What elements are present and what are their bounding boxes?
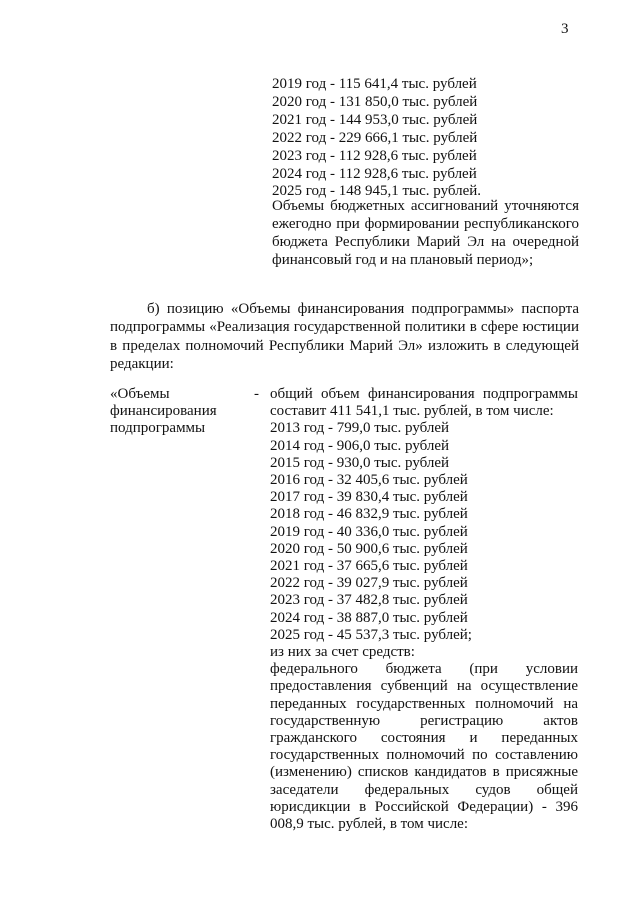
table-content: [270, 386, 578, 833]
year-line: 2015 год - 930,0 тыс. рублей: [270, 454, 450, 471]
table-dash: -: [254, 386, 259, 402]
year-line: 2021 год - 37 665,6 тыс. рублей: [270, 558, 468, 575]
from-funds: из них за счет средств:: [270, 644, 415, 661]
year-line: 2018 год - 46 832,9 тыс. рублей: [270, 506, 468, 523]
paragraph-b: б) позицию «Объемы финансирования подпрограммы» паспорта подпрограммы «Реализация государственной политики в сфере юстиции в пределах полномочий Республики Марий Эл» изложить в следующей редакции:: [110, 301, 579, 373]
table-label: [110, 386, 250, 437]
year-line: 2025 год - 148 945,1 тыс. рублей.: [272, 183, 482, 200]
year-line: 2017 год - 39 830,4 тыс. рублей: [270, 489, 468, 506]
budget-note: Объемы бюджетных ассигнований уточняются ежегодно при формировании республиканского бюджета Республики Марий Эл на очередной финансовый год и на плановый период»;: [272, 198, 579, 268]
year-line: 2019 год - 115 641,4 тыс. рублей: [272, 76, 477, 92]
year-line: 2019 год - 40 336,0 тыс. рублей: [270, 523, 468, 540]
year-line: 2023 год - 37 482,8 тыс. рублей: [270, 592, 468, 609]
label-line: подпрограммы: [110, 420, 206, 436]
year-line: 2021 год - 144 953,0 тыс. рублей: [272, 111, 478, 128]
year-line: 2022 год - 39 027,9 тыс. рублей: [270, 575, 468, 592]
year-line: 2013 год - 799,0 тыс. рублей: [270, 420, 450, 437]
financing-intro: общий объем финансирования подпрограммы составит 411 541,1 тыс. рублей, в том числе:: [270, 386, 578, 420]
federal-budget-text: федерального бюджета (при условии предоставления субвенций на осуществление переданных государственных полномочий на государственную регистрацию актов гражданского состояния и переданных государственных полномочий по составлению (изменению) списков кандидатов в присяжные заседатели федеральных судов общей юрисдикции в Российской Федерации) - 396 008,9 тыс. рублей, в том числе:: [270, 661, 578, 833]
top-years-list: [272, 76, 481, 201]
year-line: 2022 год - 229 666,1 тыс. рублей: [272, 129, 478, 146]
label-line: «Объемы: [110, 386, 170, 402]
page-number: 3: [561, 21, 569, 37]
year-line: 2024 год - 38 887,0 тыс. рублей: [270, 609, 468, 626]
year-line: 2020 год - 131 850,0 тыс. рублей: [272, 93, 478, 110]
year-line: 2025 год - 45 537,3 тыс. рублей;: [270, 626, 472, 643]
year-line: 2020 год - 50 900,6 тыс. рублей: [270, 540, 468, 557]
year-line: 2023 год - 112 928,6 тыс. рублей: [272, 147, 477, 164]
year-line: 2024 год - 112 928,6 тыс. рублей: [272, 165, 477, 182]
year-line: 2016 год - 32 405,6 тыс. рублей: [270, 472, 468, 489]
label-line: финансирования: [110, 403, 217, 419]
year-line: 2014 год - 906,0 тыс. рублей: [270, 437, 450, 454]
